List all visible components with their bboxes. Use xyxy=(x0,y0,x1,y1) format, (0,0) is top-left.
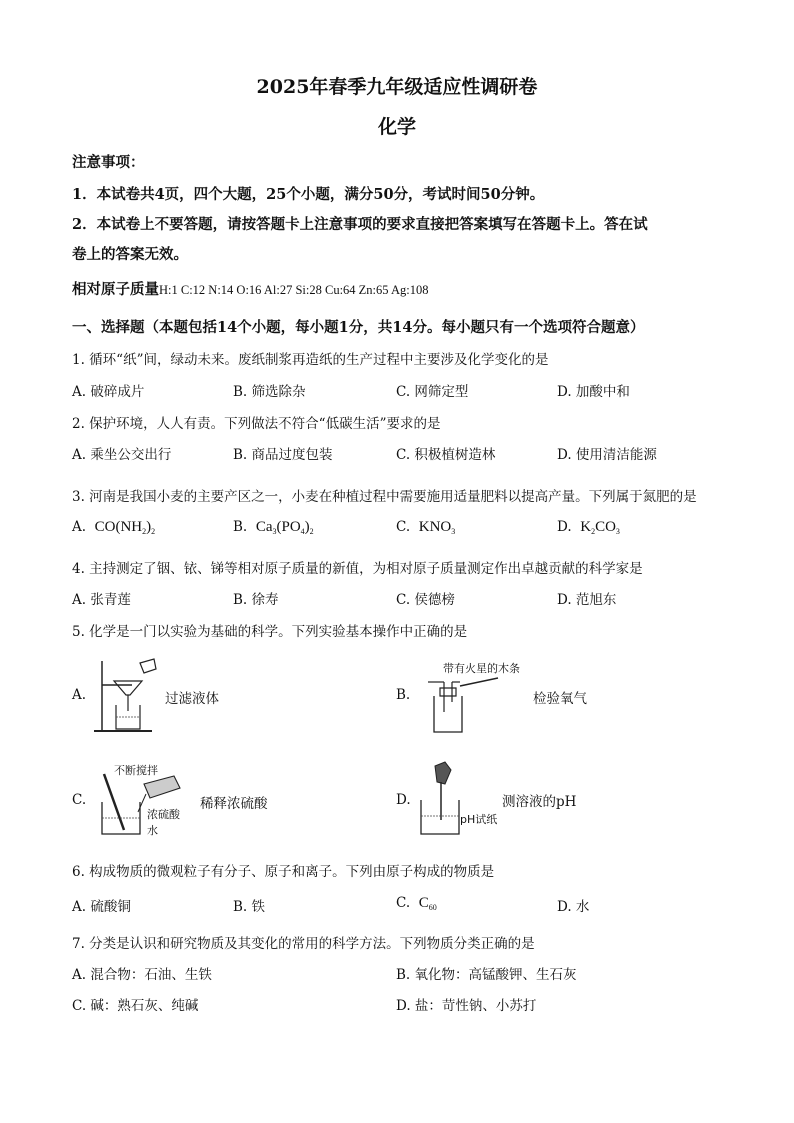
question-7-option-d: D. 盐：苛性钠、小苏打 xyxy=(396,998,537,1014)
filtration-apparatus-figure xyxy=(92,655,162,735)
formula-subscript: 2 xyxy=(142,527,147,536)
question-6-option-c xyxy=(396,895,437,912)
formula xyxy=(580,519,620,535)
question-5-option-d-label: D. xyxy=(396,792,411,808)
formula xyxy=(419,519,456,535)
formula-subscript: 2 xyxy=(151,527,156,536)
formula-subscript: 2 xyxy=(591,527,596,536)
question-5-option-c-label-acid: 浓硫酸 xyxy=(147,808,180,821)
question-4-stem: 4. 主持测定了铟、铱、锑等相对原子质量的新值，为相对原子质量测定作出卓越贡献的科学家是 xyxy=(72,561,643,577)
formula-part: K xyxy=(580,519,592,535)
question-7-option-b: B. 氧化物：高锰酸钾、生石灰 xyxy=(396,967,577,983)
question-1-option-c: C. 网筛定型 xyxy=(396,384,469,400)
question-7-option-a: A. 混合物：石油、生铁 xyxy=(72,967,212,983)
section-1-heading: 一、选择题（本题包括14个小题，每小题1分，共14分。每小题只有一个选项符合题意） xyxy=(72,319,645,336)
question-5-stem: 5. 化学是一门以实验为基础的科学。下列实验基本操作中正确的是 xyxy=(72,624,468,640)
option-letter: B. xyxy=(233,519,248,535)
question-4-option-d: D. 范旭东 xyxy=(557,592,617,608)
question-2-option-c: C. 积极植树造林 xyxy=(396,447,496,463)
question-5-option-b-label: B. xyxy=(396,687,411,703)
atomic-mass-label: 相对原子质量 xyxy=(72,281,159,298)
formula-subscript: 3 xyxy=(451,527,456,536)
question-2-option-d: D. 使用清洁能源 xyxy=(557,447,657,463)
exam-title: 2025年春季九年级适应性调研卷 xyxy=(256,76,538,98)
question-3-option-b xyxy=(233,519,314,536)
question-2-option-b: B. 商品过度包装 xyxy=(233,447,333,463)
question-3-option-c xyxy=(396,519,455,536)
question-5-option-c-label-stir: 不断搅拌 xyxy=(114,764,158,777)
question-1-stem: 1. 循环“纸”间，绿动未来。废纸制浆再造纸的生产过程中主要涉及化学变化的是 xyxy=(72,352,549,368)
formula-part: ) xyxy=(146,519,152,535)
question-1-option-a: A. 破碎成片 xyxy=(72,384,145,400)
subject-title: 化学 xyxy=(377,116,416,138)
question-6-option-a: A. 硫酸铜 xyxy=(72,899,131,915)
formula-part: CO(NH xyxy=(94,519,143,535)
formula-part: (PO xyxy=(276,519,301,535)
formula-part: Ca xyxy=(255,519,273,535)
formula-part: CO xyxy=(595,519,616,535)
question-3-stem: 3. 河南是我国小麦的主要产区之一，小麦在种植过程中需要施用适量肥料以提高产量。下列属于氮肥的是 xyxy=(72,489,697,505)
formula-subscript: 2 xyxy=(309,527,314,536)
formula-subscript: 3 xyxy=(272,527,277,536)
question-1-option-d: D. 加酸中和 xyxy=(557,384,630,400)
option-letter: C. xyxy=(396,895,411,911)
question-4-option-c: C. 侯德榜 xyxy=(396,592,455,608)
question-7-option-c: C. 碱：熟石灰、纯碱 xyxy=(72,998,199,1014)
gas-bottle-figure xyxy=(420,672,510,736)
formula xyxy=(256,519,314,535)
formula xyxy=(419,895,437,911)
question-5-option-a-caption: 过滤液体 xyxy=(165,691,219,707)
question-3-option-d xyxy=(557,519,620,536)
formula-part: ) xyxy=(304,519,310,535)
question-1-option-b: B. 筛选除杂 xyxy=(233,384,306,400)
question-5-option-c-caption: 稀释浓硫酸 xyxy=(200,796,268,812)
option-letter: A. xyxy=(72,519,87,535)
formula-subscript: 3 xyxy=(615,527,620,536)
formula-subscript: 60 xyxy=(428,903,437,912)
dilution-figure xyxy=(96,772,196,838)
formula-subscript: 4 xyxy=(300,527,305,536)
ph-test-figure xyxy=(415,760,465,838)
question-3-option-a xyxy=(72,519,155,536)
question-6-option-b: B. 铁 xyxy=(233,899,266,915)
atomic-mass-row xyxy=(72,278,428,299)
formula xyxy=(95,519,156,535)
question-5-option-b-figure-label: 带有火星的木条 xyxy=(443,662,520,675)
question-4-option-b: B. 徐寿 xyxy=(233,592,279,608)
question-5-option-a-label: A. xyxy=(72,687,87,703)
notice-heading: 注意事项： xyxy=(72,154,145,171)
notice-item-2-line-1: 2．本试卷上不要答题，请按答题卡上注意事项的要求直接把答案填写在答题卡上。答在试 xyxy=(72,216,648,233)
question-6-option-d: D. 水 xyxy=(557,899,590,915)
question-4-option-a: A. 张青莲 xyxy=(72,592,131,608)
option-letter: C. xyxy=(396,519,411,535)
notice-item-2-line-2: 卷上的答案无效。 xyxy=(72,246,188,263)
question-5-option-d-figure-label: pH试纸 xyxy=(460,813,498,826)
notice-item-1: 1．本试卷共4页，四个大题，25个小题，满分50分，考试时间50分钟。 xyxy=(72,186,545,203)
question-5-option-c-label-water: 水 xyxy=(147,824,158,837)
formula-part: C xyxy=(418,895,429,911)
atomic-mass-values: H:1 C:12 N:14 O:16 Al:27 Si:28 Cu:64 Zn:65 Ag:108 xyxy=(159,283,429,297)
question-5-option-b-caption: 检验氧气 xyxy=(533,691,587,707)
question-6-stem: 6. 构成物质的微观粒子有分子、原子和离子。下列由原子构成的物质是 xyxy=(72,864,495,880)
option-letter: D. xyxy=(557,519,572,535)
question-2-option-a: A. 乘坐公交出行 xyxy=(72,447,172,463)
question-7-stem: 7. 分类是认识和研究物质及其变化的常用的科学方法。下列物质分类正确的是 xyxy=(72,936,535,952)
question-5-option-c-label: C. xyxy=(72,792,87,808)
question-2-stem: 2. 保护环境，人人有责。下列做法不符合“低碳生活”要求的是 xyxy=(72,416,441,432)
question-5-option-d-caption: 测溶液的pH xyxy=(502,794,577,810)
formula-part: KNO xyxy=(418,519,452,535)
